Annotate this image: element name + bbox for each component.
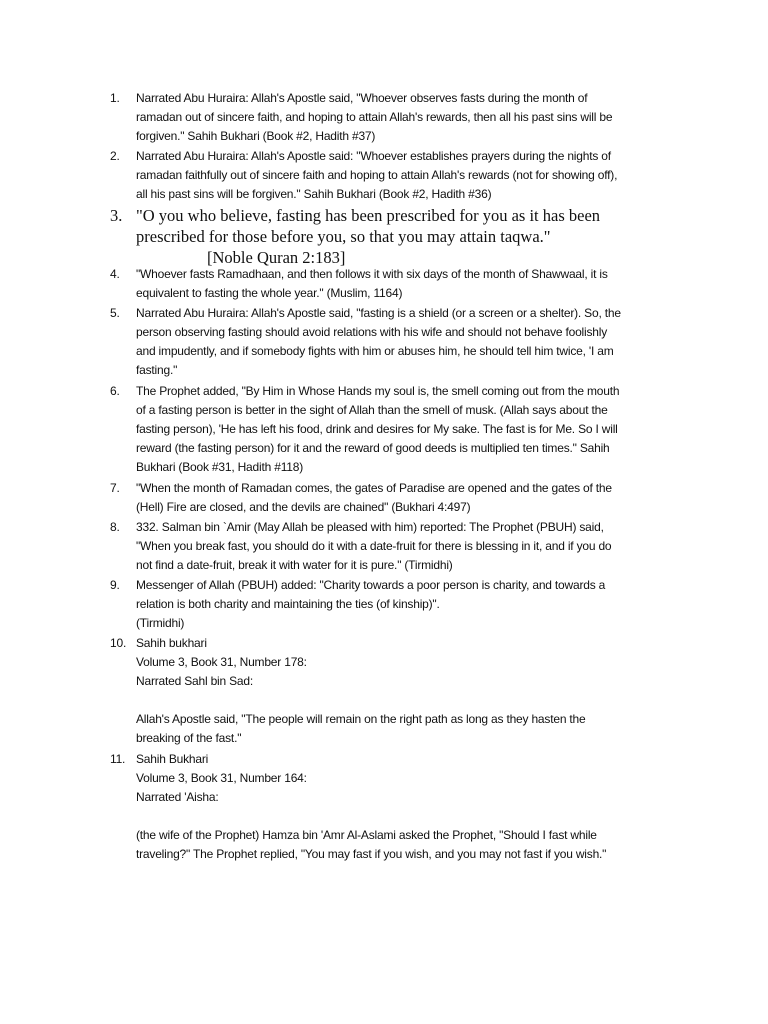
item-text-line: fasting person), 'He has left his food, drink and desires for My sake. The fast is for Me. So I will: [136, 422, 618, 436]
item-text-line: "When you break fast, you should do it with a date-fruit for there is blessing in it, and if you do: [136, 539, 612, 553]
item-number: 3.: [110, 206, 123, 225]
list-item-2: [110, 147, 670, 204]
item-text-line: The Prophet added, "By Him in Whose Hands my soul is, the smell coming out from the mouth: [136, 384, 620, 398]
item-text-line: Volume 3, Book 31, Number 178:: [136, 655, 307, 669]
quote-text-line: prescribed for those before you, so that you may attain taqwa.": [136, 227, 551, 246]
list-item-11: [110, 750, 670, 864]
item-text-line: (the wife of the Prophet) Hamza bin 'Amr Al-Aslami asked the Prophet, "Should I fast while: [136, 828, 597, 842]
item-text-line: (Tirmidhi): [136, 616, 185, 630]
list-item-5: [110, 304, 670, 380]
item-text-line: Narrated Abu Huraira: Allah's Apostle said, "Whoever observes fasts during the month of: [136, 91, 588, 105]
item-text-line: forgiven." Sahih Bukhari (Book #2, Hadith #37): [136, 129, 376, 143]
blank-line: [136, 691, 670, 710]
quote-text-line: "O you who believe, fasting has been prescribed for you as it has been: [136, 206, 601, 225]
item-text-line: not find a date-fruit, break it with water for it is pure." (Tirmidhi): [136, 558, 453, 572]
item-number: 8.: [110, 520, 120, 534]
list-item-10: [110, 634, 670, 748]
item-number: 11.: [110, 752, 126, 766]
item-number: 2.: [110, 149, 120, 163]
quote-reference: [Noble Quran 2:183]: [207, 248, 346, 267]
item-text-line: breaking of the fast.": [136, 731, 242, 745]
item-text-line: ramadan out of sincere faith, and hoping to attain Allah's rewards, then all his past sins will be: [136, 110, 613, 124]
item-text-line: Allah's Apostle said, "The people will remain on the right path as long as they hasten the: [136, 712, 586, 726]
item-number: 6.: [110, 384, 120, 398]
item-number: 9.: [110, 578, 120, 592]
item-text-line: and impudently, and if somebody fights with him or abuses him, he should tell him twice, 'I am: [136, 344, 614, 358]
item-number: 10.: [110, 636, 127, 650]
item-text-line: Narrated Abu Huraira: Allah's Apostle said: "Whoever establishes prayers during the nights of: [136, 149, 611, 163]
blank-line: [136, 807, 670, 826]
list-item-4: [110, 265, 670, 303]
item-number: 1.: [110, 91, 120, 105]
item-text-line: relation is both charity and maintaining the ties (of kinship)".: [136, 597, 440, 611]
list-item-8: [110, 518, 670, 575]
list-item-3-quran-quote: [110, 205, 670, 268]
item-text-line: "Whoever fasts Ramadhaan, and then follows it with six days of the month of Shawwaal, it is: [136, 267, 608, 281]
item-text-line: fasting.": [136, 363, 178, 377]
item-text-line: all his past sins will be forgiven." Sahih Bukhari (Book #2, Hadith #36): [136, 187, 492, 201]
item-text-line: Messenger of Allah (PBUH) added: "Charity towards a poor person is charity, and towards a: [136, 578, 606, 592]
item-number: 5.: [110, 306, 120, 320]
item-text-line: of a fasting person is better in the sight of Allah than the smell of musk. (Allah says about the: [136, 403, 608, 417]
item-text-line: Volume 3, Book 31, Number 164:: [136, 771, 307, 785]
list-item-9: [110, 576, 670, 633]
list-item-1: [110, 89, 670, 146]
item-text-line: person observing fasting should avoid relations with his wife and should not behave foolishly: [136, 325, 608, 339]
list-item-6: [110, 382, 670, 477]
item-text-line: Narrated 'Aisha:: [136, 790, 219, 804]
item-text-line: reward (the fasting person) for it and the reward of good deeds is multiplied ten times." Sahih: [136, 441, 610, 455]
item-text-line: "When the month of Ramadan comes, the gates of Paradise are opened and the gates of the: [136, 481, 612, 495]
item-text-line: ramadan faithfully out of sincere faith and hoping to attain Allah's rewards (not for showing off),: [136, 168, 618, 182]
item-text-line: Sahih Bukhari: [136, 752, 209, 766]
list-item-7: [110, 479, 670, 517]
item-text-line: Narrated Abu Huraira: Allah's Apostle said, "fasting is a shield (or a screen or a shelter). So, the: [136, 306, 621, 320]
item-text-line: Bukhari (Book #31, Hadith #118): [136, 460, 304, 474]
item-text-line: Narrated Sahl bin Sad:: [136, 674, 254, 688]
item-number: 4.: [110, 267, 120, 281]
item-text-line: Sahih bukhari: [136, 636, 207, 650]
item-text-line: (Hell) Fire are closed, and the devils are chained" (Bukhari 4:497): [136, 500, 471, 514]
item-number: 7.: [110, 481, 120, 495]
item-text-line: 332. Salman bin `Amir (May Allah be pleased with him) reported: The Prophet (PBUH) said,: [136, 520, 604, 534]
item-text-line: traveling?" The Prophet replied, "You may fast if you wish, and you may not fast if you wish.": [136, 847, 607, 861]
item-text-line: equivalent to fasting the whole year." (Muslim, 1164): [136, 286, 403, 300]
